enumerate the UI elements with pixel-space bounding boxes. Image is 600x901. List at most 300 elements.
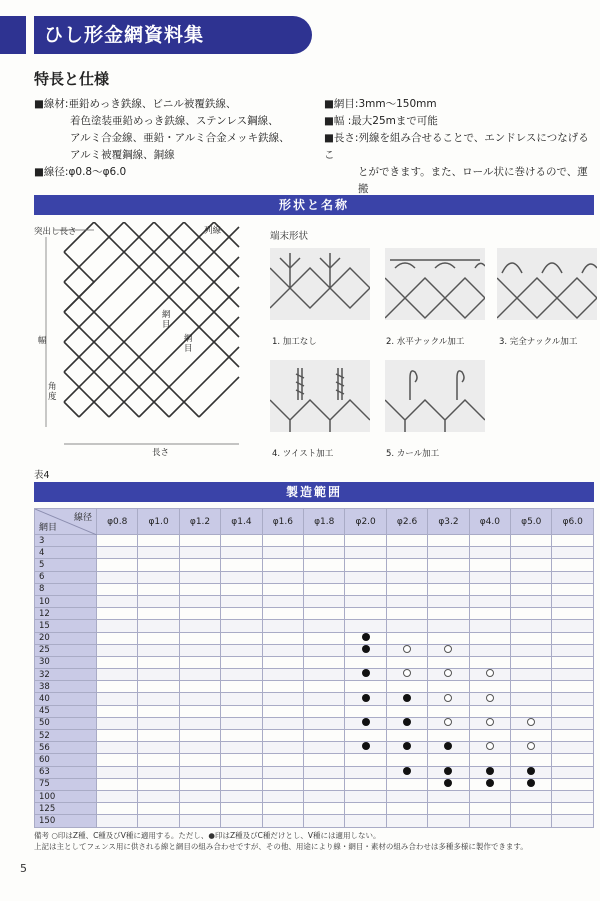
range-cell [511,608,552,620]
range-cell [179,620,220,632]
spec-line-material: ■線材:亜鉛めっき鉄線、ビニル被覆鉄線、 [34,98,237,110]
range-cell [304,730,345,742]
range-cell [469,754,510,766]
range-cell [386,608,427,620]
range-cell [345,790,386,802]
range-cell [262,815,303,827]
range-cell [552,681,594,693]
range-cell [386,571,427,583]
range-cell [428,620,469,632]
range-cell [138,669,179,681]
range-cell [304,656,345,668]
range-cell [428,595,469,607]
range-cell [345,632,386,644]
range-cell [179,547,220,559]
range-cell [221,766,262,778]
mesh-size-cell: 5 [35,559,97,571]
range-cell [469,608,510,620]
range-cell [221,754,262,766]
range-cell [469,730,510,742]
range-cell [179,595,220,607]
range-cell [97,742,138,754]
terminal-caption-5: 5. カール加工 [386,449,440,459]
diameter-header: φ2.0 [345,509,386,535]
range-cell [138,644,179,656]
range-cell [428,730,469,742]
range-cell [179,669,220,681]
range-cell [552,644,594,656]
mfg-range-table [34,508,594,828]
mesh-size-cell: 63 [35,766,97,778]
range-cell [552,608,594,620]
range-cell [345,754,386,766]
range-cell [428,559,469,571]
range-cell [97,632,138,644]
range-cell [97,669,138,681]
table-row [35,669,594,681]
range-cell [345,583,386,595]
table-row [35,595,594,607]
diameter-header: φ1.0 [138,509,179,535]
range-cell [511,595,552,607]
range-cell [345,815,386,827]
range-cell [138,681,179,693]
table-row [35,730,594,742]
mesh-diagram-svg [34,222,254,460]
range-cell [428,608,469,620]
range-cell [138,742,179,754]
filled-dot-mark [362,742,370,750]
table-row [35,705,594,717]
range-cell [469,535,510,547]
range-cell [345,608,386,620]
range-cell [221,778,262,790]
range-cell [428,535,469,547]
filled-dot-mark [403,767,411,775]
range-cell [304,547,345,559]
mesh-size-cell: 45 [35,705,97,717]
corner-diameter-label: 線径 [73,513,92,523]
filled-dot-mark [403,694,411,702]
range-cell [262,717,303,729]
range-cell [386,803,427,815]
range-cell [262,632,303,644]
range-cell [221,632,262,644]
spec-line-mesh: ■網目:3mm〜150mm [324,98,437,110]
terminal-caption-1: 1. 加工なし [272,337,317,347]
spec-line-material-3: アルミ合金線、亜鉛・アルミ合金メッキ鉄線、 [70,132,290,144]
range-cell [138,620,179,632]
range-cell [304,571,345,583]
range-cell [97,693,138,705]
table-body [35,535,594,828]
range-cell [304,608,345,620]
range-cell [97,754,138,766]
range-cell [469,669,510,681]
range-cell [221,559,262,571]
range-cell [386,681,427,693]
table-row [35,790,594,802]
range-cell [262,778,303,790]
range-cell [345,742,386,754]
range-cell [221,644,262,656]
range-cell [552,535,594,547]
range-cell [552,559,594,571]
filled-dot-mark [362,633,370,641]
range-cell [97,681,138,693]
range-cell [469,632,510,644]
range-cell [221,742,262,754]
diameter-header: φ6.0 [552,509,594,535]
range-cell [511,620,552,632]
range-cell [345,778,386,790]
range-cell [304,620,345,632]
range-cell [428,583,469,595]
range-cell [469,620,510,632]
page-number: 5 [20,862,27,875]
open-circle-mark [403,669,411,677]
range-cell [345,559,386,571]
range-cell [262,583,303,595]
range-cell [138,656,179,668]
table-row [35,717,594,729]
range-cell [304,717,345,729]
range-cell [386,778,427,790]
range-cell [386,535,427,547]
range-cell [262,669,303,681]
range-cell [179,608,220,620]
range-cell [386,620,427,632]
diameter-header: φ5.0 [511,509,552,535]
table-row [35,571,594,583]
range-cell [345,571,386,583]
range-cell [345,620,386,632]
range-cell [552,571,594,583]
range-cell [304,644,345,656]
range-cell [304,815,345,827]
table-row [35,632,594,644]
terminal-heading: 端末形状 [270,231,309,242]
range-cell [386,669,427,681]
range-cell [179,535,220,547]
range-cell [179,583,220,595]
range-cell [179,705,220,717]
terminal-photo-knuckle [385,248,485,320]
range-cell [428,693,469,705]
range-cell [552,778,594,790]
filled-dot-mark [527,767,535,775]
range-cell [386,742,427,754]
range-cell [97,705,138,717]
range-cell [97,583,138,595]
range-cell [552,693,594,705]
range-cell [179,644,220,656]
range-cell [179,815,220,827]
range-cell [262,656,303,668]
open-circle-mark [444,645,452,653]
range-cell [428,754,469,766]
range-cell [511,693,552,705]
range-cell [179,742,220,754]
range-cell [511,535,552,547]
mesh-size-cell: 25 [35,644,97,656]
mesh-size-cell: 12 [35,608,97,620]
range-cell [511,669,552,681]
mesh-size-cell: 4 [35,547,97,559]
mesh-size-cell: 125 [35,803,97,815]
range-cell [469,595,510,607]
table-row [35,766,594,778]
filled-dot-mark [362,718,370,726]
range-cell [138,790,179,802]
range-cell [262,754,303,766]
mesh-diagram [34,222,254,460]
range-cell [179,571,220,583]
table-row [35,742,594,754]
range-cell [304,790,345,802]
range-cell [138,608,179,620]
range-cell [221,717,262,729]
range-cell [262,742,303,754]
range-cell [262,620,303,632]
range-cell [304,742,345,754]
diameter-header: φ4.0 [469,509,510,535]
table-row [35,547,594,559]
spec-line-diameter: ■線径:φ0.8〜φ6.0 [34,166,127,178]
filled-dot-mark [444,767,452,775]
range-cell [511,778,552,790]
range-cell [511,705,552,717]
range-cell [511,681,552,693]
label-width: 幅 [38,336,47,346]
range-cell [262,790,303,802]
range-cell [511,742,552,754]
label-mesh-1: 網目 [162,310,171,330]
range-cell [221,705,262,717]
terminal-photo-twist [270,360,370,432]
label-protrusion: 突出し長さ [34,227,77,237]
range-cell [428,742,469,754]
range-cell [138,595,179,607]
mesh-size-cell: 32 [35,669,97,681]
label-length: 長さ [152,448,170,458]
range-cell [304,535,345,547]
diameter-header: φ1.8 [304,509,345,535]
range-cell [221,656,262,668]
range-cell [552,705,594,717]
mesh-size-cell: 20 [35,632,97,644]
filled-dot-mark [362,645,370,653]
filled-dot-mark [527,779,535,787]
range-cell [304,583,345,595]
range-cell [386,547,427,559]
open-circle-mark [527,742,535,750]
range-cell [552,656,594,668]
range-cell [262,693,303,705]
range-cell [386,559,427,571]
range-cell [469,742,510,754]
table-row [35,620,594,632]
mesh-size-cell: 40 [35,693,97,705]
range-cell [428,681,469,693]
range-cell [221,547,262,559]
range-cell [386,717,427,729]
range-cell [511,790,552,802]
range-cell [511,815,552,827]
range-cell [304,595,345,607]
terminal-caption-4: 4. ツイスト加工 [272,449,334,459]
range-cell [511,571,552,583]
range-cell [386,583,427,595]
table-row [35,559,594,571]
range-cell [386,693,427,705]
range-cell [304,681,345,693]
range-cell [511,656,552,668]
range-cell [97,803,138,815]
range-cell [469,681,510,693]
range-cell [552,547,594,559]
range-cell [138,717,179,729]
range-cell [469,766,510,778]
range-cell [552,620,594,632]
range-cell [386,730,427,742]
range-cell [138,778,179,790]
range-cell [262,547,303,559]
range-cell [221,803,262,815]
terminal-photo-curl [385,360,485,432]
range-cell [304,803,345,815]
range-cell [97,644,138,656]
range-cell [511,766,552,778]
mesh-size-cell: 60 [35,754,97,766]
range-cell [138,730,179,742]
range-cell [179,803,220,815]
range-cell [511,632,552,644]
filled-dot-mark [362,694,370,702]
range-cell [179,656,220,668]
range-cell [179,632,220,644]
range-cell [428,705,469,717]
range-cell [552,815,594,827]
range-cell [221,535,262,547]
range-cell [179,790,220,802]
table-row [35,535,594,547]
range-cell [304,559,345,571]
range-cell [138,766,179,778]
open-circle-mark [444,669,452,677]
range-cell [345,705,386,717]
note-line-2: 上記は主としてフェンス用に供される線と網目の組み合わせですが、その他、用途により線・網目・素材の組み合わせは多種多様に製作できます。 [34,842,528,851]
open-circle-mark [486,694,494,702]
range-cell [138,803,179,815]
range-cell [469,644,510,656]
terminal-caption-3: 3. 完全ナックル加工 [499,337,578,347]
terminal-photo-full-knuckle [497,248,597,320]
range-cell [345,669,386,681]
title-banner [0,16,312,54]
diameter-header: φ3.2 [428,509,469,535]
range-cell [552,803,594,815]
spec-line-material-2: 着色塗装亜鉛めっき鉄線、ステンレス鋼線、 [70,115,279,127]
range-cell [262,730,303,742]
range-cell [552,730,594,742]
range-cell [552,790,594,802]
mesh-size-cell: 100 [35,790,97,802]
range-cell [97,766,138,778]
table-row [35,754,594,766]
mesh-size-cell: 30 [35,656,97,668]
range-cell [221,608,262,620]
range-cell [138,571,179,583]
mesh-size-cell: 150 [35,815,97,827]
range-cell [138,559,179,571]
open-circle-mark [527,718,535,726]
range-cell [179,693,220,705]
range-cell [138,547,179,559]
range-cell [262,681,303,693]
range-cell [262,803,303,815]
range-cell [97,547,138,559]
mesh-size-cell: 6 [35,571,97,583]
table-row [35,803,594,815]
range-cell [97,620,138,632]
range-cell [97,730,138,742]
range-cell [304,766,345,778]
shape-section-bar: 形状と名称 [34,195,594,215]
range-cell [304,754,345,766]
range-cell [179,778,220,790]
specs-heading: 特長と仕様 [34,70,110,88]
filled-dot-mark [403,718,411,726]
label-angle: 角度 [48,382,57,402]
range-cell [469,790,510,802]
mesh-size-cell: 75 [35,778,97,790]
range-cell [262,766,303,778]
range-cell [262,535,303,547]
table-row [35,693,594,705]
range-cell [469,559,510,571]
range-cell [386,632,427,644]
note-line-1: 備考 ○印はZ種、C種及びV種に適用する。ただし、●印はZ種及びC種だけとし、V種には適用しない。 [34,831,381,840]
range-cell [97,778,138,790]
range-cell [345,547,386,559]
range-cell [469,693,510,705]
mesh-size-cell: 8 [35,583,97,595]
range-cell [97,717,138,729]
filled-dot-mark [444,742,452,750]
terminal-caption-2: 2. 水平ナックル加工 [386,337,465,347]
range-cell [386,766,427,778]
range-cell [511,803,552,815]
mesh-size-cell: 10 [35,595,97,607]
diameter-header: φ1.6 [262,509,303,535]
range-cell [552,669,594,681]
range-cell [221,669,262,681]
range-cell [179,681,220,693]
range-cell [138,705,179,717]
open-circle-mark [486,718,494,726]
range-cell [221,571,262,583]
range-cell [221,681,262,693]
range-cell [262,571,303,583]
spec-line-length: ■長さ:列線を組み合せることで、エンドレスにつなげるこ [324,132,589,161]
range-cell [511,644,552,656]
range-cell [428,766,469,778]
range-cell [469,815,510,827]
banner-notch [26,16,34,54]
range-cell [138,815,179,827]
range-cell [179,766,220,778]
